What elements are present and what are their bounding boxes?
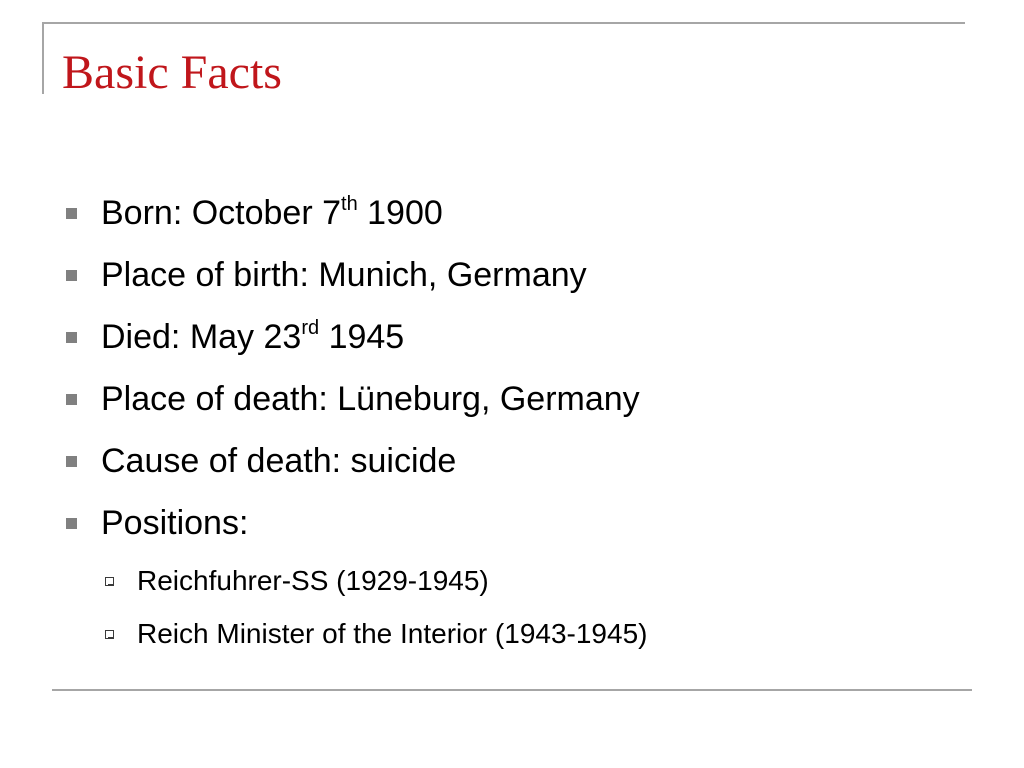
bullet-cause-of-death	[66, 430, 966, 492]
bullet-superscript: rd	[301, 317, 320, 339]
bullet-text-after: 1945	[319, 318, 405, 356]
sub-bullet-reich-minister	[66, 607, 966, 660]
frame-top-line	[42, 22, 965, 24]
slide-title: Basic Facts	[62, 46, 282, 99]
bullet-superscript: th	[341, 193, 358, 215]
bullet-text: Positions:	[101, 504, 249, 542]
frame-left-line	[42, 22, 44, 94]
bullet-text: Cause of death: suicide	[101, 442, 457, 480]
square-bullet-icon	[66, 208, 77, 219]
bullet-text: Died: May 23	[101, 318, 302, 356]
bullet-text-after: 1900	[357, 194, 443, 232]
frame-bottom-line	[52, 689, 972, 691]
box-bullet-icon	[105, 630, 114, 639]
bullet-positions	[66, 492, 966, 554]
bullet-text: Place of death: Lüneburg, Germany	[101, 380, 640, 418]
square-bullet-icon	[66, 518, 77, 529]
bullet-born	[66, 182, 966, 244]
sub-bullet-text: Reich Minister of the Interior (1943-1945)	[137, 618, 648, 649]
square-bullet-icon	[66, 332, 77, 343]
square-bullet-icon	[66, 270, 77, 281]
bullet-text: Place of birth: Munich, Germany	[101, 256, 587, 294]
bullet-died	[66, 306, 966, 368]
bullet-place-of-death	[66, 368, 966, 430]
square-bullet-icon	[66, 394, 77, 405]
sub-bullet-reichsfuhrer	[66, 554, 966, 607]
bullet-list	[66, 182, 966, 660]
sub-bullet-text: Reichfuhrer-SS (1929-1945)	[137, 565, 489, 596]
bullet-text: Born: October 7	[101, 194, 342, 232]
square-bullet-icon	[66, 456, 77, 467]
box-bullet-icon	[105, 577, 114, 586]
bullet-place-of-birth	[66, 244, 966, 306]
